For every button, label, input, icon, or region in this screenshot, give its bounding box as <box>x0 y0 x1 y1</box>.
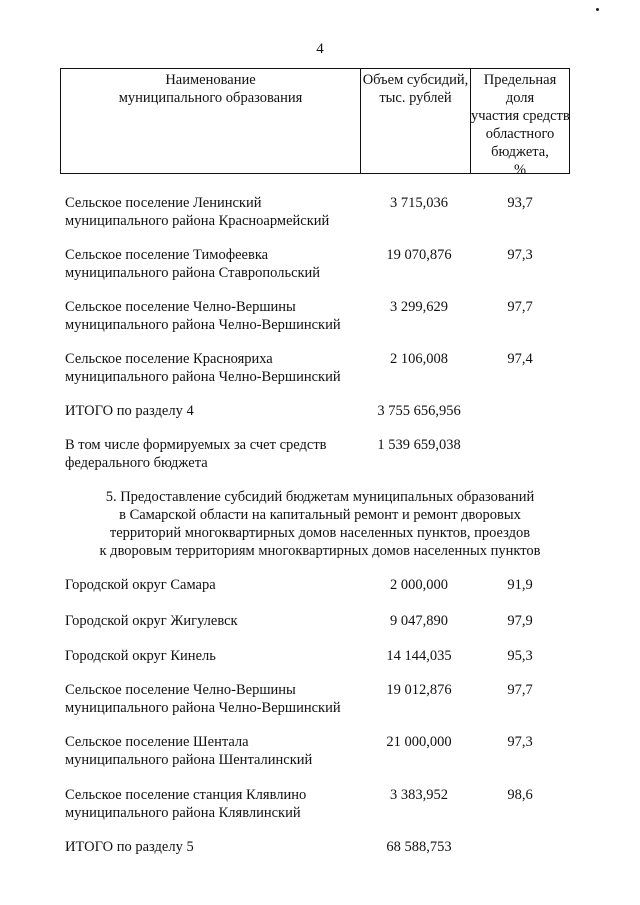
header-col-share-line: участия средств <box>471 108 570 124</box>
row-name-line: федерального бюджета <box>65 455 208 471</box>
row-name-line: муниципального района Ставропольский <box>65 265 321 281</box>
table-row <box>0 786 640 826</box>
row-name <box>65 298 365 334</box>
row-name <box>65 786 365 822</box>
row-name <box>65 733 365 769</box>
row-name <box>65 647 365 665</box>
header-col-share <box>471 69 570 178</box>
row-name-line: Городской округ Жигулевск <box>65 613 238 629</box>
row-share: 97,7 <box>507 299 533 315</box>
row-share: 93,7 <box>507 195 533 211</box>
table-row <box>0 733 640 773</box>
row-name-line: муниципального района Красноармейский <box>65 213 330 229</box>
row-name-line: Сельское поселение Шентала <box>65 734 249 750</box>
table-row <box>0 246 640 286</box>
header-col-amount <box>361 69 471 173</box>
section-title-line: территорий многоквартирных домов населенных пунктов, проездов <box>109 525 531 541</box>
table-row <box>0 350 640 390</box>
row-name-line: Сельское поселение станция Клявлино <box>65 787 307 803</box>
row-name-line: Сельское поселение Челно-Вершины <box>65 682 296 698</box>
row-share: 97,9 <box>507 613 533 629</box>
row-amount: 2 000,000 <box>390 577 448 593</box>
row-name <box>65 350 365 386</box>
section-title-line: к дворовым территориям многоквартирных домов населенных пунктов <box>99 543 541 559</box>
header-col-name <box>61 69 361 173</box>
table-row <box>0 612 640 652</box>
table-row <box>0 576 640 616</box>
table-row-total <box>0 838 640 878</box>
row-amount: 3 755 656,956 <box>377 403 461 419</box>
header-col-share-line: областного <box>485 126 555 142</box>
header-col-share-line: Предельная <box>483 72 557 88</box>
row-name-line: Сельское поселение Челно-Вершины <box>65 299 296 315</box>
page-number: 4 <box>316 41 324 57</box>
row-amount: 19 012,876 <box>386 682 452 698</box>
scan-dot <box>596 8 599 11</box>
row-share: 91,9 <box>507 577 533 593</box>
row-name-line: Сельское поселение Тимофеевка <box>65 247 269 263</box>
row-amount: 3 299,629 <box>390 299 448 315</box>
table-row <box>0 194 640 234</box>
row-name-line: муниципального района Челно-Вершинский <box>65 369 341 385</box>
row-name <box>65 838 365 856</box>
row-share: 97,3 <box>507 734 533 750</box>
row-amount: 3 715,036 <box>390 195 448 211</box>
row-name-line: Городской округ Кинель <box>65 648 216 664</box>
header-col-share-line: доля <box>505 90 535 106</box>
section-title-line: 5. Предоставление субсидий бюджетам муниципальных образований <box>105 489 535 505</box>
section-title-line: в Самарской области на капитальный ремонт и ремонт дворовых <box>119 507 521 523</box>
header-col-share-line: бюджета, <box>491 144 549 160</box>
header-col-name-line: Наименование <box>165 72 256 88</box>
row-amount: 2 106,008 <box>390 351 448 367</box>
row-share: 98,6 <box>507 787 533 803</box>
row-name <box>65 194 365 230</box>
row-amount: 14 144,035 <box>386 648 452 664</box>
row-share: 97,3 <box>507 247 533 263</box>
row-name-line: Городской округ Самара <box>65 577 216 593</box>
row-name-line: муниципального района Челно-Вершинский <box>65 700 341 716</box>
row-name-line: Сельское поселение Ленинский <box>65 195 262 211</box>
row-amount: 68 588,753 <box>386 839 452 855</box>
row-name-line: ИТОГО по разделу 4 <box>65 403 194 419</box>
row-share: 97,7 <box>507 682 533 698</box>
row-name <box>65 246 365 282</box>
row-share: 95,3 <box>507 648 533 664</box>
row-share: 97,4 <box>507 351 533 367</box>
row-name <box>65 576 365 594</box>
row-name <box>65 681 365 717</box>
row-amount: 9 047,890 <box>390 613 448 629</box>
table-header <box>60 68 570 178</box>
section-5-title <box>40 488 600 560</box>
table-row <box>0 298 640 338</box>
table-row-federal <box>0 436 640 476</box>
row-name <box>65 402 365 420</box>
row-name-line: муниципального района Челно-Вершинский <box>65 317 341 333</box>
row-name-line: Сельское поселение Краснояриха <box>65 351 273 367</box>
header-col-amount-line: Объем субсидий, <box>362 72 469 88</box>
header-col-name-line: муниципального образования <box>118 90 303 106</box>
table-row <box>0 681 640 721</box>
row-name <box>65 436 365 472</box>
row-amount: 1 539 659,038 <box>377 437 461 453</box>
row-name-line: муниципального района Клявлинский <box>65 805 301 821</box>
row-name-line: муниципального района Шенталинский <box>65 752 313 768</box>
row-amount: 3 383,952 <box>390 787 448 803</box>
row-name-line: В том числе формируемых за счет средств <box>65 437 327 453</box>
row-name-line: ИТОГО по разделу 5 <box>65 839 194 855</box>
row-amount: 21 000,000 <box>386 734 452 750</box>
row-amount: 19 070,876 <box>386 247 452 263</box>
header-col-amount-line: тыс. рублей <box>379 90 452 106</box>
row-name <box>65 612 365 630</box>
header-col-share-line: % <box>513 162 527 178</box>
